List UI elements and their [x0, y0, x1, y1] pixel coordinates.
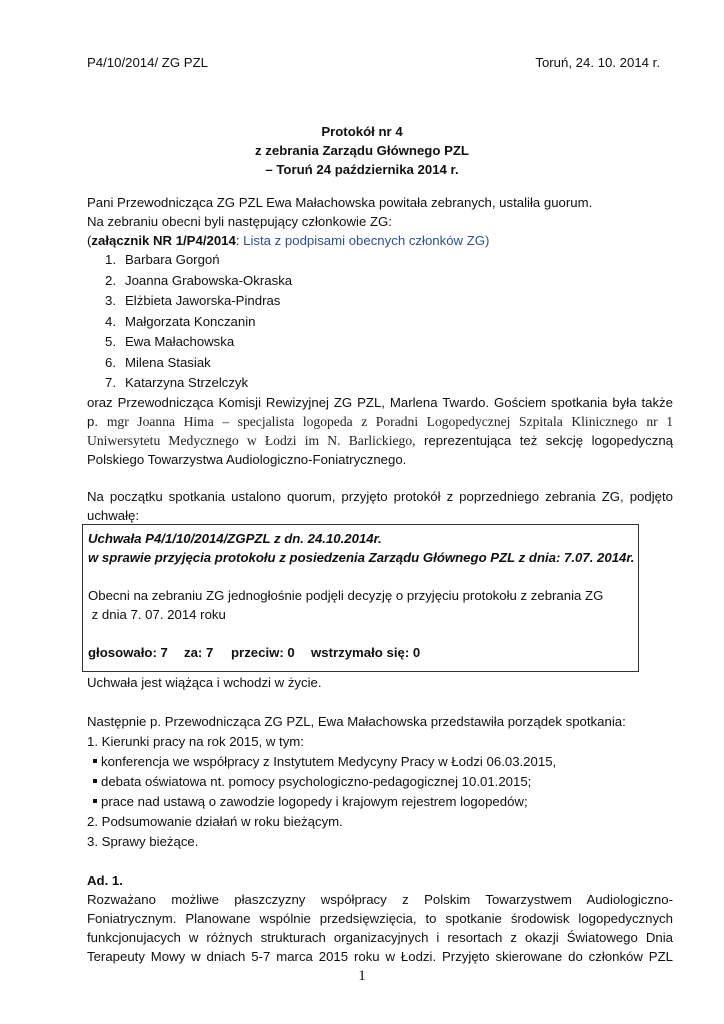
- list-item: 2. Joanna Grabowska-Okraska: [105, 272, 293, 288]
- bullet-icon: [93, 779, 97, 783]
- agenda-subitem: konferencja we współpracy z Instytutem Medycyny Pracy w Łodzi 06.03.2015,: [87, 752, 626, 771]
- document-title: [0, 122, 724, 179]
- quorum-paragraph: [87, 487, 673, 525]
- agenda-section: [87, 712, 626, 851]
- guests-line-3: Uniwersytetu Medycznego w Łodzi im N. Barlickiego, reprezentująca też sekcję logopedyczną: [87, 433, 673, 448]
- intro-line-1: Pani Przewodnicząca ZG PZL Ewa Małachowska powitała zebranych, ustaliła guorum.: [87, 195, 593, 210]
- votes-abstain: wstrzymało się: 0: [311, 645, 421, 660]
- agenda-subitem: debata oświatowa nt. pomocy psychologiczno-pedagogicznej 10.01.2015;: [87, 772, 626, 791]
- list-item: 3. Elżbieta Jaworska-Pindras: [105, 293, 281, 308]
- attachment-number: załącznik NR 1/P4/2014: [91, 233, 236, 248]
- resolution-title-2: w sprawie przyjęcia protokołu z posiedzenia Zarządu Głównego PZL z dnia: 7.07. 2014r.: [88, 550, 635, 565]
- ad1-line-4: Terapeuty Mowy w dniach 5-7 marca 2015 roku w Łodzi. Przyjęto skierowane do członków PZL: [87, 949, 673, 964]
- quorum-line-1: Na początku spotkania ustalono quorum, przyjęto protokół z poprzedniego zebrania ZG, podjęto: [87, 489, 673, 504]
- page-number: 1: [358, 968, 366, 984]
- title-line-2: z zebrania Zarządu Głównego PZL: [255, 143, 469, 158]
- resolution-body-2: z dnia 7. 07. 2014 roku: [88, 607, 226, 622]
- ad1-line-3: funkcjonujacych w różnych strukturach organizacyjnych i resortach z okazji Światowego Dnia: [87, 930, 673, 945]
- members-list: [105, 250, 292, 392]
- intro-line-2: Na zebraniu obecni byli następujący członkowie ZG:: [87, 214, 392, 229]
- agenda-subitem: prace nad ustawą o zawodzie logopedy i krajowym rejestrem logopedów;: [87, 792, 626, 811]
- list-item: 5. Ewa Małachowska: [105, 334, 235, 349]
- guests-paragraph: [87, 393, 673, 469]
- guests-line-2: p. mgr Joanna Hima – specjalista logopeda z Poradni Logopedycznej Szpitala Klinicznego nr 1: [87, 414, 673, 429]
- guests-line-4: Polskiego Towarzystwa Audiologiczno-Foniatrycznego.: [87, 452, 407, 467]
- ad1-line-1: Rozważano możliwe płaszczyzny współpracy z Polskim Towarzystwem Audiologiczno-: [87, 892, 673, 907]
- agenda-item-2: 2. Podsumowanie działań w roku bieżącym.: [87, 814, 343, 829]
- ad1-section: [87, 871, 673, 966]
- list-item: 7. Katarzyna Strzelczyk: [105, 375, 249, 390]
- quorum-line-2: uchwałę:: [87, 508, 140, 523]
- agenda-item-1: 1. Kierunki pracy na rok 2015, w tym:: [87, 734, 304, 749]
- ad1-heading: Ad. 1.: [87, 873, 123, 888]
- title-line-1: Protokół nr 4: [321, 124, 403, 139]
- agenda-item-3: 3. Sprawy bieżące.: [87, 834, 199, 849]
- resolution-body-1: Obecni na zebraniu ZG jednogłośnie podjęli decyzję o przyjęciu protokołu z zebrania ZG: [88, 588, 604, 603]
- list-item: 1. Barbara Gorgoń: [105, 252, 220, 267]
- list-item: 4. Małgorzata Konczanin: [105, 313, 256, 329]
- bullet-icon: [93, 799, 97, 803]
- resolution-title-1: Uchwała P4/1/10/2014/ZGPZL z dn. 24.10.2014r.: [88, 531, 382, 546]
- ad1-line-2: Foniatrycznym. Planowane wspólnie przedsięwzięcia, to spotkanie środowisk logopedycznych: [87, 911, 673, 926]
- resolution-votes: [88, 643, 638, 662]
- document-reference: P4/10/2014/ ZG PZL: [87, 55, 208, 70]
- bullet-icon: [93, 759, 97, 763]
- attachment-paren: (: [87, 233, 92, 248]
- votes-against: przeciw: 0: [231, 645, 295, 660]
- guests-line-1: oraz Przewodnicząca Komisji Rewizyjnej ZG PZL, Marlena Twardo. Gościem spotkania była także: [87, 395, 673, 410]
- binding-statement: Uchwała jest wiążąca i wchodzi w życie.: [87, 675, 322, 690]
- attachment-link[interactable]: Lista z podpisami obecnych członków ZG): [243, 233, 490, 248]
- votes-cast: głosowało: 7: [88, 645, 168, 660]
- attachment-reference: [87, 231, 673, 250]
- intro-paragraph: [87, 193, 673, 250]
- attachment-colon: :: [235, 233, 244, 248]
- place-and-date: Toruń, 24. 10. 2014 r.: [535, 55, 660, 70]
- title-line-3: – Toruń 24 października 2014 r.: [265, 162, 459, 177]
- agenda-intro: Następnie p. Przewodnicząca ZG PZL, Ewa Małachowska przedstawiła porządek spotkania:: [87, 714, 626, 729]
- votes-for: za: 7: [184, 645, 214, 660]
- list-item: 6. Milena Stasiak: [105, 354, 211, 370]
- resolution-box: [82, 524, 639, 672]
